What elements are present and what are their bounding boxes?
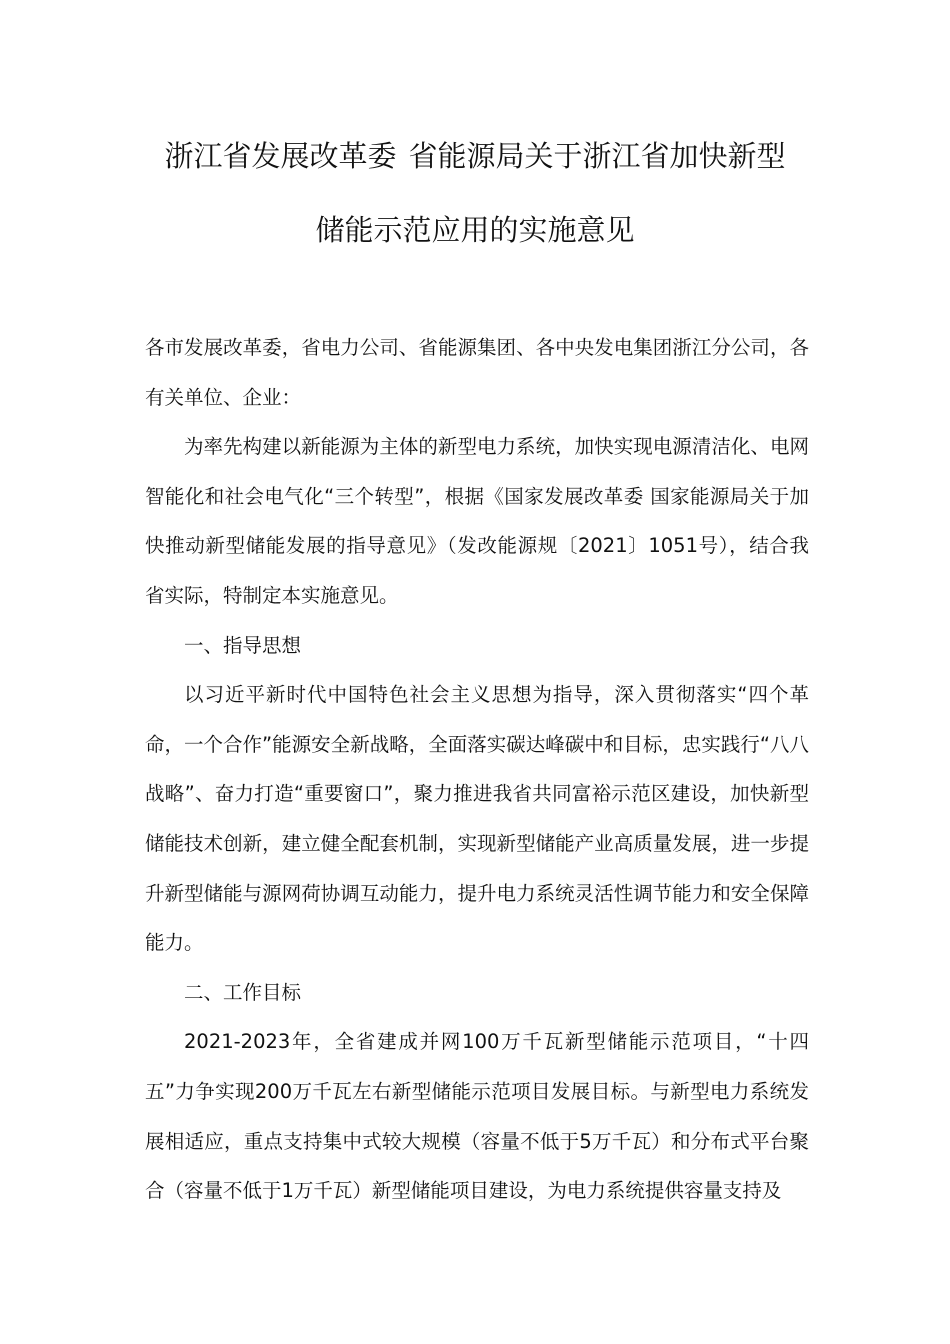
intro-paragraph: 为率先构建以新能源为主体的新型电力系统，加快实现电源清洁化、电网智能化和社会电气化“三个转型”，根据《国家发展改革委 国家能源局关于加快推动新型储能发展的指导意见》（发改能源规〔2021〕1051号），结合我省实际，特制定本实施意见。 bbox=[145, 435, 809, 607]
title-subject-start: 省能源局关于浙江省加快新型 bbox=[408, 139, 786, 173]
work-goals-paragraph: 2021-2023年，全省建成并网100万千瓦新型储能示范项目，“十四五”力争实现200万千瓦左右新型储能示范项目发展目标。与新型电力系统发展相适应，重点支持集中式较大规模（容量不低于5万千瓦）和分布式平台聚合（容量不低于1万千瓦）新型储能项目建设，为电力系统提供容量支持及 bbox=[145, 1030, 809, 1203]
document-body bbox=[145, 323, 809, 1216]
section-heading-work-goals: 二、工作目标 bbox=[184, 980, 302, 1004]
guiding-ideology-paragraph: 以习近平新时代中国特色社会主义思想为指导，深入贯彻落实“四个革命，一个合作”能源安全新战略，全面落实碳达峰碳中和目标，忠实践行“八八战略”、奋力打造“重要窗口”，聚力推进我省共同富裕示范区建设，加快新型储能技术创新，建立健全配套机制，实现新型储能产业高质量发展，进一步提升新型储能与源网荷协调互动能力，提升电力系统灵活性调节能力和安全保障能力。 bbox=[145, 683, 809, 955]
title-issuer: 浙江省发展改革委 bbox=[164, 139, 397, 173]
section-heading-guiding-ideology: 一、指导思想 bbox=[184, 633, 302, 657]
document-title-line-2: 储能示范应用的实施意见 bbox=[315, 213, 635, 247]
document-title-line-1 bbox=[100, 136, 850, 176]
addressee-paragraph: 各市发展改革委，省电力公司、省能源集团、各中央发电集团浙江分公司，各有关单位、企业： bbox=[145, 336, 809, 409]
